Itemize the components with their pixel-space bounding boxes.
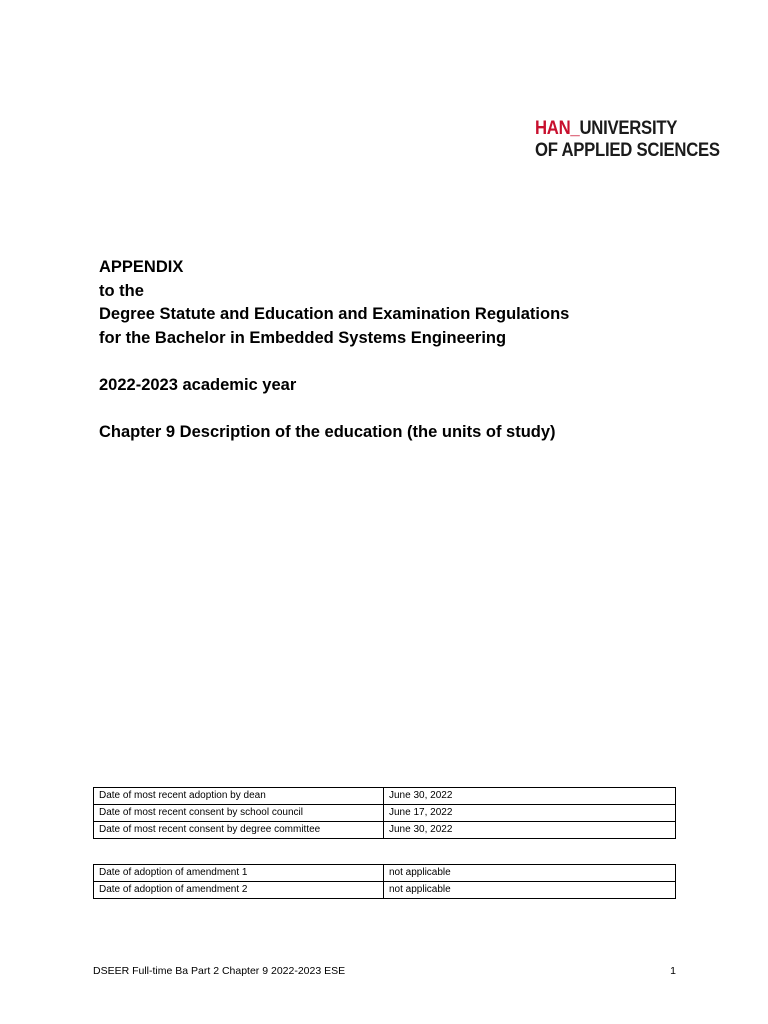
page-footer	[93, 964, 676, 978]
logo-han: HAN_	[535, 118, 580, 139]
table-cell-label: Date of most recent consent by degree committee	[94, 822, 384, 839]
chapter-title: Chapter 9 Description of the education (the units of study)	[99, 423, 556, 441]
heading-line: for the Bachelor in Embedded Systems Engineering	[99, 328, 507, 347]
table-row	[94, 788, 676, 805]
table-cell-value: not applicable	[384, 865, 676, 882]
document-heading	[99, 256, 699, 350]
adoption-dates-table	[93, 787, 676, 839]
table-cell-label: Date of adoption of amendment 1	[94, 865, 384, 882]
page-number: 1	[670, 965, 676, 977]
table-cell-label: Date of most recent consent by school council	[94, 805, 384, 822]
table-cell-label: Date of most recent adoption by dean	[94, 788, 384, 805]
university-logo	[535, 118, 720, 162]
table-cell-value: June 30, 2022	[384, 822, 676, 839]
heading-line: APPENDIX	[99, 258, 184, 276]
heading-line: Degree Statute and Education and Examination Regulations	[99, 305, 570, 323]
table-row	[94, 822, 676, 839]
table-cell-value: not applicable	[384, 882, 676, 899]
table-cell-value: June 30, 2022	[384, 788, 676, 805]
heading-line: to the	[99, 281, 144, 300]
table-row	[94, 805, 676, 822]
amendments-table	[93, 864, 676, 899]
footer-text: DSEER Full-time Ba Part 2 Chapter 9 2022-2023 ESE	[93, 965, 346, 977]
logo-applied-sciences: OF APPLIED SCIENCES	[535, 140, 720, 161]
logo-university: UNIVERSITY	[579, 118, 678, 139]
table-cell-label: Date of adoption of amendment 2	[94, 882, 384, 899]
table-row	[94, 882, 676, 899]
table-row	[94, 865, 676, 882]
table-cell-value: June 17, 2022	[384, 805, 676, 822]
academic-year: 2022-2023 academic year	[99, 376, 297, 394]
